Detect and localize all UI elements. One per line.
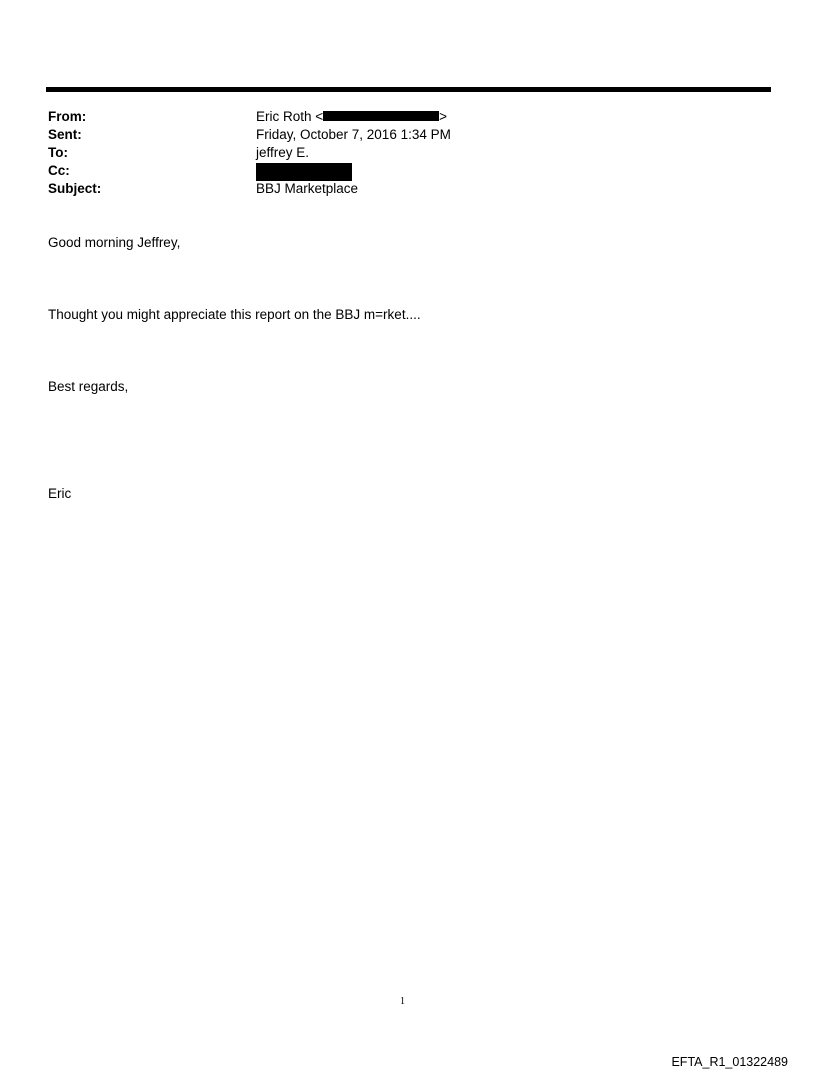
message-body: Thought you might appreciate this report on the BBJ m=rket.... [48,307,421,322]
from-name: Eric Roth < [256,109,324,124]
header-divider [46,87,771,92]
document-id: EFTA_R1_01322489 [671,1055,788,1069]
from-close-bracket: > [439,109,448,124]
subject-row [48,180,748,198]
page-number: 1 [400,996,405,1007]
closing: Best regards, [48,379,129,394]
to-label: To: [48,145,68,160]
email-header [48,108,748,198]
from-label: From: [48,109,87,124]
redacted-cc [256,163,352,181]
cc-label: Cc: [48,163,70,178]
greeting: Good morning Jeffrey, [48,235,181,250]
cc-row [48,162,748,180]
from-row [48,108,748,126]
subject-label: Subject: [48,181,102,196]
sent-value: Friday, October 7, 2016 1:34 PM [256,127,451,142]
sent-label: Sent: [48,127,82,142]
sent-row [48,126,748,144]
subject-value: BBJ Marketplace [256,181,359,196]
to-value: jeffrey E. [256,145,310,160]
signature: Eric [48,486,72,501]
from-value [256,108,447,126]
to-row [48,144,748,162]
redacted-email [323,111,439,121]
